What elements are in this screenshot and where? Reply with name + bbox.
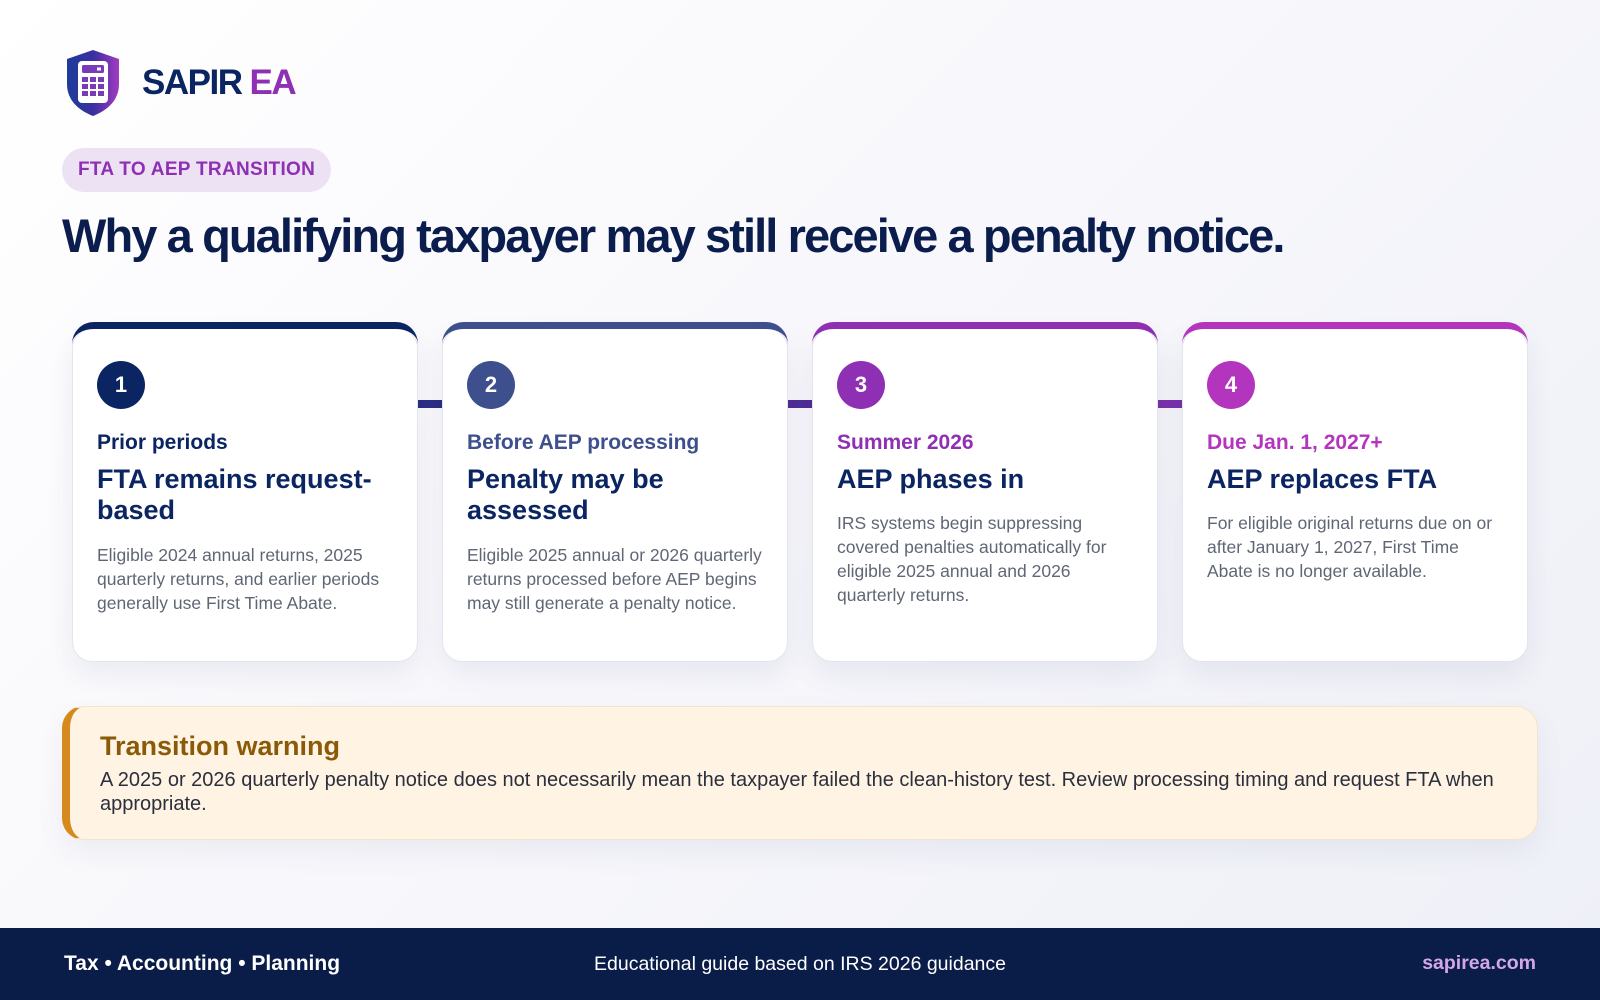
step-title: FTA remains request-based [97, 464, 372, 525]
warning-text: A 2025 or 2026 quarterly penalty notice does not necessarily mean the taxpayer failed the clean-history test. Review processing timing and request FTA when appropriate. [100, 769, 1494, 815]
step-period: Before AEP processing [467, 431, 700, 454]
page-headline: Why a qualifying taxpayer may still receive a penalty notice. [62, 209, 1284, 262]
transition-warning-callout [62, 706, 1538, 840]
step-description: Eligible 2025 annual or 2026 quarterly returns processed before AEP begins may still generate a penalty notice. [467, 545, 762, 613]
card-accent-bar [1182, 322, 1528, 346]
card-accent-bar [812, 322, 1158, 346]
timeline-step-4 [1182, 328, 1528, 662]
timeline-step-3 [812, 328, 1158, 662]
step-description: IRS systems begin suppressing covered penalties automatically for eligible 2025 annual and 2026 quarterly returns. [837, 513, 1107, 605]
step-description: For eligible original returns due on or after January 1, 2027, First Time Abate is no longer available. [1207, 513, 1493, 581]
step-period: Summer 2026 [837, 431, 974, 454]
brand-name-accent: EA [249, 63, 296, 102]
step-number-badge: 3 [837, 361, 885, 409]
step-number-badge: 1 [97, 361, 145, 409]
timeline-step-2 [442, 328, 788, 662]
step-title: AEP replaces FTA [1207, 464, 1438, 494]
card-accent-bar [442, 322, 788, 346]
brand-name-primary: SAPIR [142, 63, 242, 102]
card-accent-bar [72, 322, 418, 346]
warning-title: Transition warning [100, 731, 341, 761]
footer [0, 928, 1600, 1000]
step-period: Due Jan. 1, 2027+ [1207, 431, 1383, 454]
calculator-shield-icon [64, 48, 122, 118]
step-description: Eligible 2024 annual returns, 2025 quarterly returns, and earlier periods generally use First Time Abate. [97, 545, 380, 613]
footer-tagline: Tax • Accounting • Planning [64, 952, 341, 975]
footer-note: Educational guide based on IRS 2026 guidance [594, 953, 1006, 975]
footer-website-link[interactable]: sapirea.com [1422, 952, 1536, 974]
step-title: AEP phases in [837, 464, 1025, 494]
timeline-step-1 [72, 328, 418, 662]
step-number-badge: 4 [1207, 361, 1255, 409]
step-period: Prior periods [97, 431, 228, 454]
brand [64, 48, 295, 118]
step-title: Penalty may be assessed [467, 464, 664, 525]
section-tag: FTA TO AEP TRANSITION [62, 148, 331, 192]
step-number-badge: 2 [467, 361, 515, 409]
brand-name [142, 63, 295, 103]
